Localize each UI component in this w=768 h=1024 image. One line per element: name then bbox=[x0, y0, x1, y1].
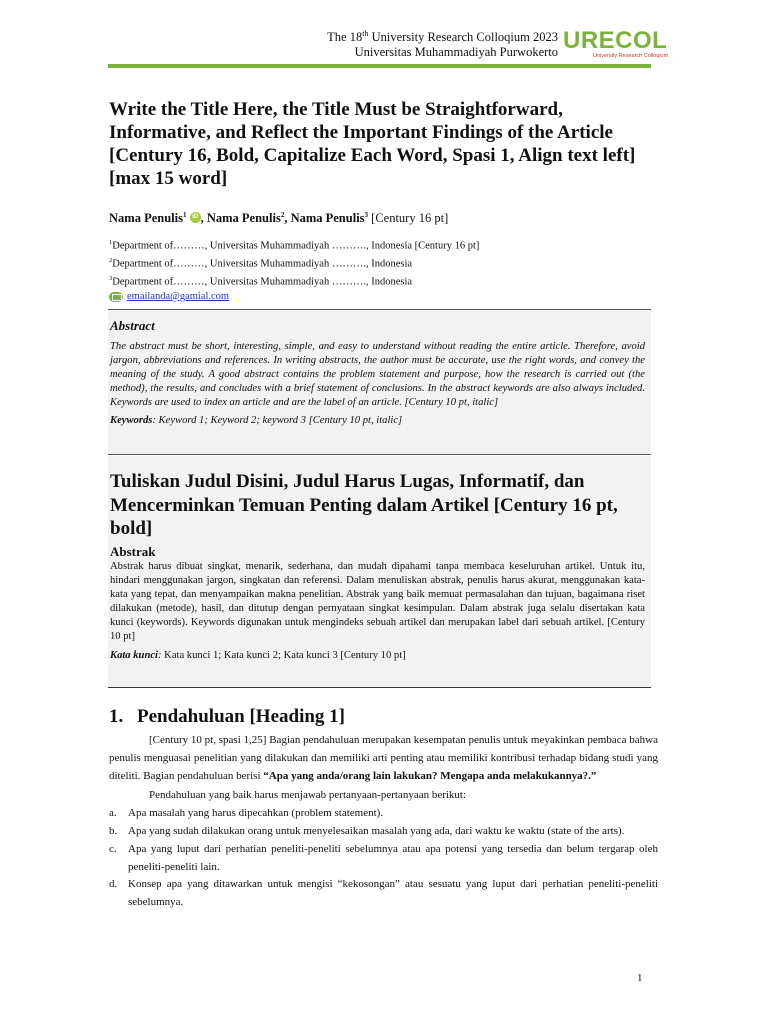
section-title: Pendahuluan [Heading 1] bbox=[137, 706, 345, 727]
author-3: , Nama Penulis$^3$ bbox=[284, 211, 369, 226]
conference-name: The 18 bbox=[327, 30, 363, 45]
abstract-body: The abstract must be short, interesting, simple, and easy to understand without reading the entire article. Therefore, avoid jargon, abbreviations and references. In writing abstracts, the author must be accurate, use the right words, and convey the meaning of the study. A good abstract contains the problem statement and purpose, how the research is carried out (the method), the results, and concludes with a brief statement of conclusions. In the abstract keywords are also always included. Keywords are used to index an article and are the label of an article. [Century 10 pt, italic] bbox=[110, 341, 645, 409]
section-body bbox=[109, 732, 658, 912]
email-row bbox=[109, 290, 479, 305]
conference-name-rest: University Research Colloqium 2023 bbox=[368, 30, 558, 45]
list-item: a. Apa masalah yang harus dipecahkan (problem statement). bbox=[109, 807, 384, 820]
keywords-label: Keywords bbox=[110, 415, 153, 427]
envelope-icon bbox=[109, 292, 123, 302]
question-list bbox=[109, 805, 658, 912]
article-title: Write the Title Here, the Title Must be Straightforward, Informative, and Reflect the Important Findings of the Article [Century 16, Bold, Capitalize Each Word, Spasi 1, Align text left] [max 15 word] bbox=[109, 99, 636, 189]
affiliation-2: $^2$Department of………, Universitas Muhammadiyah ………., Indonesia bbox=[109, 257, 413, 270]
list-item: b. Apa yang sudah dilakukan orang untuk menyelesaikan masalah yang ada, dari waktu ke waktu (state of the arts). bbox=[109, 824, 625, 837]
author-2: , Nama Penulis$^2$ bbox=[200, 211, 285, 226]
conference-info bbox=[327, 26, 558, 60]
page-number: 1 bbox=[637, 972, 643, 984]
author-1: Nama Penulis$^1$ bbox=[109, 211, 187, 226]
indonesian-title: Tuliskan Judul Disini, Judul Harus Lugas, Informatif, dan Mencerminkan Temuan Penting dalam Artikel [Century 16 pt, bold] bbox=[110, 471, 618, 539]
list-item: d. Konsep apa yang ditawarkan untuk mengisi “kekosongan” atau sesuatu yang luput dari perhatian peneliti-peneliti sebelumnya. bbox=[109, 878, 658, 909]
header-divider bbox=[108, 64, 651, 68]
logo-wordmark: URECOL bbox=[563, 27, 668, 54]
urecol-logo bbox=[563, 27, 669, 64]
abstract-indonesian bbox=[108, 456, 651, 688]
kata-kunci-text: Kata kunci 1; Kata kunci 2; Kata kunci 3 [Century 10 pt] bbox=[161, 650, 406, 662]
keywords-text: : Keyword 1; Keyword 2; keyword 3 [Century 10 pt, italic] bbox=[152, 415, 403, 427]
intro-question: “Apa yang anda/orang lain lakukan? Mengapa anda melakukannya?.” bbox=[263, 769, 597, 782]
kata-kunci-line: Kata kunci: Kata kunci 1; Kata kunci 2; Kata kunci 3 [Century 10 pt] bbox=[110, 650, 406, 662]
author-line bbox=[109, 211, 448, 226]
intro-paragraph: [Century 10 pt, spasi 1,25] Bagian pendahuluan merupakan kesempatan penulis untuk meyakinkan pembaca bahwa penulis menguasai penelitian yang dilakukan dan memiliki arti penting atau memiliki kontribusi terhadap bidang studi yang diteliti. Bagian pendahuluan berisi “Apa yang anda/orang lain lakukan? Mengapa anda melakukannya?.” bbox=[109, 734, 658, 782]
email-link[interactable]: emailanda@gamial.com bbox=[127, 291, 230, 302]
affiliations bbox=[109, 236, 479, 305]
orcid-icon[interactable]: iD bbox=[190, 212, 201, 223]
conference-ordinal: th bbox=[362, 29, 369, 38]
affiliation-3: $^3$Department of………, Universitas Muhammadiyah ………., Indonesia bbox=[109, 275, 413, 288]
keywords-line bbox=[110, 415, 651, 426]
section-number: 1. bbox=[109, 706, 124, 727]
abstrak-body: Abstrak harus dibuat singkat, menarik, sederhana, dan mudah dipahami tanpa membaca keseluruhan artikel. Untuk itu, hindari menggunakan jargon, singkatan dan referensi. Dalam menuliskan abstrak, penulis harus akurat, menggunakan kata-kata yang tepat, dan menyampaikan makna penelitian. Abstrak yang baik memuat permasalahan dan tujuan, bagaimana riset dilakukan (metode), hasil, dan ditutup dengan pernyataan singkat kesimpulan. Dalam abstrak juga selalu disertakan kata kunci (keywords). Keywords digunakan untuk mengindeks sebuah artikel dan merupakan label dari sebuah artikel. [Century 10 pt] bbox=[110, 560, 645, 642]
affiliation-1: $^1$Department of………, Universitas Muhammadiyah ………., Indonesia [Century 16 pt] bbox=[109, 239, 480, 252]
questions-lead: Pendahuluan yang baik harus menjawab pertanyaan-pertanyaan berikut: bbox=[149, 789, 467, 802]
host-university: Universitas Muhammadiyah Purwokerto bbox=[354, 45, 558, 60]
abstrak-heading: Abstrak bbox=[110, 543, 156, 559]
abstract-english bbox=[108, 309, 651, 455]
page-header bbox=[0, 22, 768, 66]
list-item: c. Apa yang luput dari perhatian peneliti-peneliti sebelumnya atau apa potensi yang tersedia dan belum tergarap oleh peneliti-peneliti lain. bbox=[109, 842, 658, 873]
kata-kunci-label: Kata kunci bbox=[110, 650, 158, 662]
abstract-heading: Abstract bbox=[110, 318, 155, 333]
logo-subtitle: University Research Colloqium bbox=[593, 53, 669, 59]
author-note: [Century 16 pt] bbox=[368, 211, 449, 226]
section-heading-1 bbox=[109, 706, 345, 728]
